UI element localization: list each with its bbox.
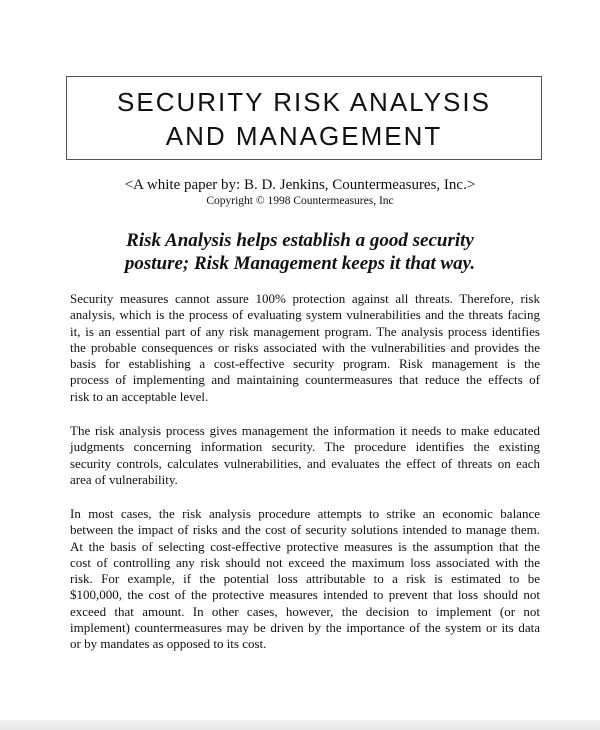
tagline-line-2: posture; Risk Management keeps it that way. [124, 253, 476, 274]
paragraph-line: security controls, calculates vulnerabilities, and evaluates the effect of threats on each [70, 455, 540, 471]
paragraph-2 [70, 423, 540, 488]
byline: <A white paper by: B. D. Jenkins, Countermeasures, Inc.> [124, 177, 476, 193]
paragraph-line: The risk analysis process gives management the information it needs to make educated [70, 423, 540, 438]
paragraph-line: risk. For example, if the potential loss attributable to a risk is estimated to be [70, 571, 540, 587]
paragraph-line: $100,000, the cost of the protective measures intended to prevent that loss should not [70, 587, 540, 603]
paragraph-line: Security measures cannot assure 100% protection against all threats. Therefore, risk [70, 291, 540, 306]
page-bottom-edge [0, 720, 600, 730]
paragraph-line: or by mandates as opposed to its cost. [70, 636, 267, 652]
paragraph-line: area of vulnerability. [70, 471, 178, 487]
tagline-line-1: Risk Analysis helps establish a good security [126, 230, 474, 251]
paragraph-line: judgments concerning information security. The procedure identifies the existing [70, 439, 540, 455]
paragraph-3 [70, 506, 540, 653]
paragraph-line: analysis, which is the process of evaluating system vulnerabilities and the threats facing [70, 307, 540, 323]
paragraph-line: it, is an essential part of any risk management program. The analysis process identifies [70, 323, 540, 339]
title-box [66, 76, 542, 160]
title-line-1: SECURITY RISK ANALYSIS [117, 87, 491, 117]
paragraph-line: exceed that amount. In other cases, however, the decision to implement (or not [70, 603, 540, 619]
copyright: Copyright © 1998 Countermeasures, Inc [206, 195, 394, 207]
paragraph-1 [70, 291, 540, 405]
paragraph-line: At the basis of selecting cost-effective protective measures is the assumption that the [70, 538, 540, 554]
title-line-2: AND MANAGEMENT [165, 121, 443, 151]
paragraph-line: implement) countermeasures may be driven by the importance of the system or its data [70, 620, 540, 636]
paragraph-line: In most cases, the risk analysis procedure attempts to strike an economic balance [70, 506, 540, 521]
paragraph-line: risk to an acceptable level. [70, 388, 209, 404]
paragraph-line: process of implementing and maintaining countermeasures that reduce the effects of [70, 372, 540, 388]
tagline [40, 229, 560, 275]
paragraph-line: between the impact of risks and the cost of security solutions intended to manage them. [70, 522, 540, 538]
paragraph-line: cost of controlling any risk should not exceed the maximum loss associated with the [70, 554, 540, 570]
paragraph-line: basis for establishing a cost-effective security program. Risk management is the [70, 356, 540, 372]
paragraph-line: the probable consequences or risks associated with the vulnerabilities and provides the [70, 339, 540, 355]
